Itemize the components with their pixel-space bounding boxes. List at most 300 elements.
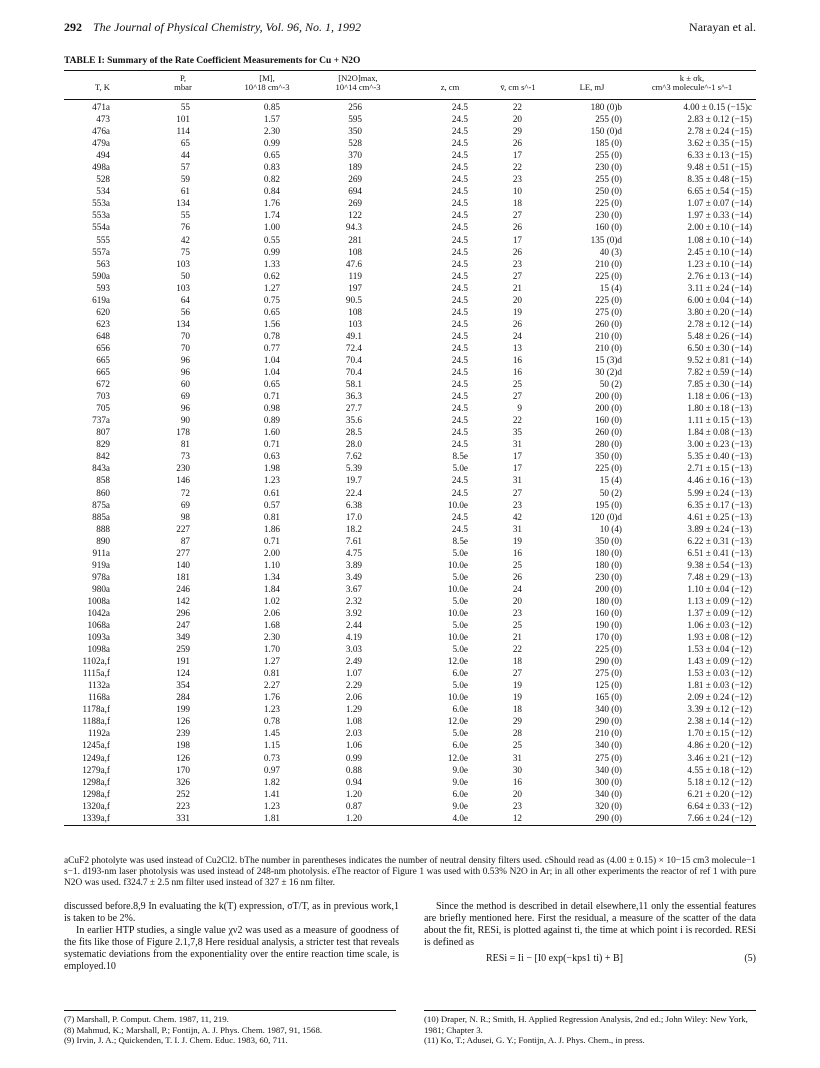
table-cell: 10.0e: [447, 559, 468, 570]
table-cell: 1.93 ± 0.08 (−12): [687, 632, 752, 643]
table-cell: 0.73: [263, 752, 280, 763]
table-cell: 31: [512, 475, 522, 486]
table-cell: 22: [512, 644, 522, 655]
table-cell: 2.49: [345, 656, 362, 667]
table-cell: 122: [348, 210, 362, 221]
table-cell: 19: [512, 680, 522, 691]
table-cell: 23: [512, 499, 522, 510]
table-cell: 69: [180, 499, 190, 510]
table-cell: 290 (0): [595, 716, 622, 727]
table-cell: 473: [96, 114, 110, 125]
equation-text: RESi = Ii − [I0 exp(−kps1 ti) + B]: [486, 953, 623, 964]
table-cell: 0.62: [263, 270, 280, 281]
table-cell: 59: [180, 174, 190, 185]
table-cell: 1.74: [263, 210, 280, 221]
table-cell: 114: [176, 126, 190, 137]
table-cell: 15 (4): [599, 475, 622, 486]
table-cell: 180 (0): [595, 547, 622, 558]
table-cell: 0.77: [263, 342, 280, 353]
table-cell: 24.5: [451, 102, 468, 112]
table-cell: 28.0: [345, 439, 362, 450]
table-cell: 24.5: [451, 234, 468, 245]
table-cell: 22: [512, 415, 522, 426]
table-cell: 0.81: [263, 668, 280, 679]
table-cell: 5.0e: [452, 680, 468, 691]
table-cell: 27: [512, 391, 522, 402]
table-cell: 134: [176, 318, 190, 329]
table-cell: 3.11 ± 0.24 (−14): [687, 282, 752, 293]
table-cell: 24.5: [451, 523, 468, 534]
table-cell: 595: [348, 114, 362, 125]
table-cell: 2.76 ± 0.13 (−14): [687, 270, 752, 281]
table-cell: 18: [512, 704, 522, 715]
table-cell: 64: [180, 294, 190, 305]
table-cell: 3.39 ± 0.12 (−12): [687, 704, 752, 715]
table-cell: 9.0e: [452, 776, 468, 787]
table-cell: 25: [512, 620, 522, 631]
table-cell: 1115a,f: [82, 668, 110, 679]
table-cell: 16: [512, 354, 522, 365]
table-cell: 260 (0): [595, 318, 622, 329]
table-cell: 1.10: [263, 559, 280, 570]
table-cell: 198: [176, 740, 190, 751]
col-header-laser-energy: LE, mJ: [579, 82, 605, 92]
table-cell: 24.5: [451, 162, 468, 173]
table-cell: 119: [348, 270, 362, 281]
table-cell: 296: [176, 607, 190, 618]
table-cell: 24.5: [451, 114, 468, 125]
table-cell: 6.35 ± 0.17 (−13): [687, 499, 752, 510]
refs-rule-right: [424, 1010, 756, 1011]
table-cell: 9: [517, 403, 522, 414]
table-cell: 49.1: [345, 330, 362, 341]
table-cell: 26: [512, 138, 522, 149]
table-cell: 3.92: [345, 607, 362, 618]
table-cell: 0.81: [263, 511, 280, 522]
table-cell: 29: [512, 126, 522, 137]
table-cell: 370: [348, 150, 362, 161]
table-cell: 252: [176, 788, 190, 799]
table-cell: 0.82: [263, 174, 280, 185]
table-cell: 24.5: [451, 258, 468, 269]
table-cell: 290 (0): [595, 812, 622, 823]
table-cell: 1.04: [263, 367, 280, 378]
table-cell: 27: [512, 487, 522, 498]
table-cell: 1298a,f: [82, 776, 110, 787]
table-cell: 1.43 ± 0.09 (−12): [687, 656, 752, 667]
table-cell: 284: [176, 692, 190, 703]
table-cell: 36.3: [345, 391, 362, 402]
table-cell: 165 (0): [595, 692, 622, 703]
table-cell: 0.98: [263, 403, 280, 414]
table-cell: 4.55 ± 0.18 (−12): [687, 764, 752, 775]
table-cell: 2.78 ± 0.24 (−15): [687, 126, 752, 137]
table-cell: 7.48 ± 0.29 (−13): [687, 571, 752, 582]
table-cell: 200 (0): [595, 403, 622, 414]
table-cell: 60: [180, 379, 190, 390]
table-cell: 0.99: [263, 246, 280, 257]
table-cell: 16: [512, 776, 522, 787]
table-cell: 1.07 ± 0.07 (−14): [687, 198, 752, 209]
table-cell: 842: [96, 451, 110, 462]
reference: (11) Ko, T.; Adusei, G. Y.; Fontijn, A. J. Phys. Chem., in press.: [424, 1035, 645, 1045]
table-cell: 24.5: [451, 306, 468, 317]
table-cell: 94.3: [345, 222, 362, 233]
table-cell: 27: [512, 668, 522, 679]
table-cell: 170 (0): [595, 632, 622, 643]
table-footnotes: aCuF2 photolyte was used instead of Cu2Cl2. bThe number in parentheses indicates the number of neutral density filters used. cShould read as (4.00 ± 0.15) × 10−15 cm3 molecule−1 s−1. d193-nm laser photolysis was used instead of 248-nm photolysis. eThe reactor of Figure 1 was used with 0.53% N2O in Ar; in all other experiments the reactor of ref 1 with pure N2O was used. f324.7 ± 2.5 nm filter used instead of 327 ± 16 nm filter.: [64, 856, 756, 888]
table-cell: 87: [180, 535, 190, 546]
table-cell: 534: [96, 186, 110, 197]
table-cell: 1.08: [345, 716, 362, 727]
table-cell: 210 (0): [595, 728, 622, 739]
column-rate-coefficient: [630, 101, 752, 824]
table-cell: 20: [512, 114, 522, 125]
table-cell: 350 (0): [595, 535, 622, 546]
table-cell: 1068a: [87, 620, 110, 631]
table-cell: 255 (0): [595, 114, 622, 125]
col-header-velocity: v̄, cm s^-1: [500, 82, 536, 92]
table-cell: 24.5: [451, 354, 468, 365]
table-cell: 479a: [92, 138, 110, 149]
table-cell: 1.08 ± 0.10 (−14): [687, 234, 752, 245]
table-cell: 1.45: [263, 728, 280, 739]
table-cell: 18: [512, 656, 522, 667]
right-column-text: [424, 901, 756, 965]
table-cell: 135 (0)d: [590, 234, 622, 245]
table-cell: 10: [512, 186, 522, 197]
table-cell: 23: [512, 607, 522, 618]
table-cell: 21: [512, 282, 522, 293]
table-cell: 665: [96, 367, 110, 378]
table-cell: 126: [176, 716, 190, 727]
table-cell: 6.51 ± 0.41 (−13): [687, 547, 752, 558]
column-pressure: [160, 101, 190, 824]
table-cell: 230: [176, 463, 190, 474]
table-cell: 300 (0): [595, 776, 622, 787]
table-cell: 10 (4): [599, 523, 622, 534]
references-left: [64, 1014, 402, 1046]
table-cell: 5.0e: [452, 463, 468, 474]
reference: (7) Marshall, P. Comput. Chem. 1987, 11, 219.: [64, 1014, 229, 1024]
table-cell: 2.32: [345, 595, 362, 606]
table-cell: 980a: [92, 583, 110, 594]
table-cell: 5.99 ± 0.24 (−13): [687, 487, 752, 498]
table-cell: 1.97 ± 0.33 (−14): [687, 210, 752, 221]
table-cell: 4.0e: [452, 812, 468, 823]
table-cell: 12.0e: [447, 752, 468, 763]
table-cell: 197: [348, 282, 362, 293]
table-cell: 1178a,f: [82, 704, 110, 715]
table-cell: 26: [512, 318, 522, 329]
table-cell: 9.0e: [452, 764, 468, 775]
table-cell: 4.19: [345, 632, 362, 643]
table-cell: 0.94: [345, 776, 362, 787]
table-cell: 269: [348, 174, 362, 185]
table-cell: 1188a,f: [82, 716, 110, 727]
table-cell: 24.5: [451, 439, 468, 450]
table-cell: 75: [180, 246, 190, 257]
table-cell: 553a: [92, 210, 110, 221]
table-cell: 1.37 ± 0.09 (−12): [687, 607, 752, 618]
table-cell: 1.70: [263, 644, 280, 655]
table-cell: 1.68: [263, 620, 280, 631]
table-cell: 76: [180, 222, 190, 233]
table-cell: 26: [512, 246, 522, 257]
table-cell: 24.5: [451, 150, 468, 161]
table-cell: 160 (0): [595, 607, 622, 618]
table-cell: 1132a: [87, 680, 110, 691]
table-cell: 44: [180, 150, 190, 161]
table-cell: 843a: [92, 463, 110, 474]
table-cell: 3.03: [345, 644, 362, 655]
table-cell: 2.83 ± 0.12 (−15): [687, 114, 752, 125]
table-cell: 13: [512, 342, 522, 353]
table-cell: 35.6: [345, 415, 362, 426]
table-cell: 6.33 ± 0.13 (−15): [687, 150, 752, 161]
table-cell: 6.64 ± 0.33 (−12): [687, 800, 752, 811]
table-cell: 1.00: [263, 222, 280, 233]
table-cell: 24.5: [451, 318, 468, 329]
table-cell: 498a: [92, 162, 110, 173]
table-cell: 24.5: [451, 330, 468, 341]
table-cell: 1249a,f: [82, 752, 110, 763]
table-cell: 860: [96, 487, 110, 498]
table-cell: 0.71: [263, 535, 280, 546]
table-cell: 0.71: [263, 391, 280, 402]
table-cell: 160 (0): [595, 415, 622, 426]
table-cell: 24: [512, 330, 522, 341]
table-cell: 5.0e: [452, 644, 468, 655]
table-cell: 3.00 ± 0.23 (−13): [687, 439, 752, 450]
table-cell: 16: [512, 547, 522, 558]
table-cell: 8.5e: [452, 451, 468, 462]
table-cell: 1.04: [263, 354, 280, 365]
table-cell: 23: [512, 258, 522, 269]
table-cell: 9.0e: [452, 800, 468, 811]
table-cell: 50 (2): [599, 379, 622, 390]
table-cell: 2.30: [263, 126, 280, 137]
table-cell: 31: [512, 523, 522, 534]
table-cell: 22: [512, 162, 522, 173]
table-cell: 1.02: [263, 595, 280, 606]
table-cell: 108: [348, 306, 362, 317]
table-cell: 12.0e: [447, 656, 468, 667]
table-cell: 8.5e: [452, 535, 468, 546]
table-cell: 90: [180, 415, 190, 426]
table-cell: 8.35 ± 0.48 (−15): [687, 174, 752, 185]
table-cell: 326: [176, 776, 190, 787]
table-cell: 0.78: [263, 716, 280, 727]
table-cell: 223: [176, 800, 190, 811]
table-cell: 0.83: [263, 162, 280, 173]
table-cell: 65: [180, 138, 190, 149]
table-cell: 47.6: [345, 258, 362, 269]
table-cell: 7.85 ± 0.30 (−14): [687, 379, 752, 390]
table-header-rule: [64, 99, 756, 100]
table-cell: 6.0e: [452, 788, 468, 799]
equation-5: [424, 953, 756, 965]
table-cell: 1093a: [87, 632, 110, 643]
table-cell: 189: [348, 162, 362, 173]
table-cell: 281: [348, 234, 362, 245]
table-cell: 1.41: [263, 788, 280, 799]
table-cell: 27: [512, 270, 522, 281]
table-cell: 230 (0): [595, 162, 622, 173]
table-cell: 17.0: [345, 511, 362, 522]
table-cell: 2.45 ± 0.10 (−14): [687, 246, 752, 257]
table-cell: 4.61 ± 0.25 (−13): [687, 511, 752, 522]
table-cell: 0.78: [263, 330, 280, 341]
table-cell: 255 (0): [595, 150, 622, 161]
table-cell: 1.10 ± 0.04 (−12): [687, 583, 752, 594]
col-header-temperature: T, K: [94, 82, 110, 92]
table-cell: 1.82: [263, 776, 280, 787]
table-cell: 120 (0)d: [590, 511, 622, 522]
table-cell: 1279a,f: [82, 764, 110, 775]
table-cell: 25: [512, 379, 522, 390]
table-cell: 557a: [92, 246, 110, 257]
table-cell: 30 (2)d: [595, 367, 622, 378]
table-cell: 1.27: [263, 656, 280, 667]
table-cell: 170: [176, 764, 190, 775]
table-cell: 1.53 ± 0.03 (−12): [687, 668, 752, 679]
table-cell: 42: [180, 234, 190, 245]
column-velocity: [498, 101, 522, 824]
running-header: [64, 20, 756, 36]
table-cell: 30: [512, 764, 522, 775]
table-cell: 24.5: [451, 270, 468, 281]
table-cell: 1298a,f: [82, 788, 110, 799]
table-cell: 1.13 ± 0.09 (−12): [687, 595, 752, 606]
table-cell: 875a: [92, 499, 110, 510]
table-cell: 5.18 ± 0.12 (−12): [687, 776, 752, 787]
table-cell: 260 (0): [595, 427, 622, 438]
reference: (8) Mahmud, K.; Marshall, P.; Fontijn, A. J. Phys. Chem. 1987, 91, 1568.: [64, 1024, 323, 1035]
table-cell: 15 (3)d: [595, 354, 622, 365]
table-cell: 70.4: [345, 367, 362, 378]
table-cell: 96: [180, 354, 190, 365]
table-cell: 19: [512, 306, 522, 317]
table-cell: 98: [180, 511, 190, 522]
table-cell: 24.5: [451, 379, 468, 390]
table-cell: 17: [512, 150, 522, 161]
table-cell: 5.0e: [452, 571, 468, 582]
table-cell: 24.5: [451, 427, 468, 438]
table-cell: 24.5: [451, 367, 468, 378]
table-cell: 648: [96, 330, 110, 341]
table-cell: 22.4: [345, 487, 362, 498]
table-cell: 70: [180, 330, 190, 341]
table-cell: 665: [96, 354, 110, 365]
references-right: [424, 1014, 756, 1046]
table-cell: 4.86 ± 0.20 (−12): [687, 740, 752, 751]
paragraph: Since the method is described in detail elsewhere,11 only the essential features are briefly mentioned here. First the residual, a measure of the scatter of the data about the fit, RESi, is plotted against ti, the time at which point i is recorded. RESi is defined as: [424, 901, 756, 948]
table-cell: 24.5: [451, 415, 468, 426]
column-density: [250, 101, 280, 824]
table-cell: 0.65: [263, 379, 280, 390]
table-cell: 27.7: [345, 403, 362, 414]
table-cell: 126: [176, 752, 190, 763]
table-cell: 181: [176, 571, 190, 582]
table-cell: 1168a: [87, 692, 110, 703]
table-cell: 619a: [92, 294, 110, 305]
table-cell: 225 (0): [595, 294, 622, 305]
table-cell: 2.29: [345, 680, 362, 691]
table-cell: 590a: [92, 270, 110, 281]
table-cell: 340 (0): [595, 740, 622, 751]
left-column-text: [64, 901, 399, 973]
table-cell: 563: [96, 258, 110, 269]
table-cell: 0.99: [345, 752, 362, 763]
reference: (9) Irvin, J. A.; Quickenden, T. I. J. Chem. Educ. 1983, 60, 711.: [64, 1035, 288, 1045]
table-cell: 1008a: [87, 595, 110, 606]
table-cell: 134: [176, 198, 190, 209]
table-cell: 50 (2): [599, 487, 622, 498]
table-cell: 553a: [92, 198, 110, 209]
table-cell: 1.20: [345, 812, 362, 823]
table-cell: 180 (0): [595, 595, 622, 606]
table-cell: 210 (0): [595, 342, 622, 353]
table-cell: 55: [180, 210, 190, 221]
table-cell: 3.80 ± 0.20 (−14): [687, 306, 752, 317]
table-cell: 7.61: [345, 535, 362, 546]
table-cell: 5.35 ± 0.40 (−13): [687, 451, 752, 462]
table-cell: 275 (0): [595, 306, 622, 317]
table-cell: 1.70 ± 0.15 (−12): [687, 728, 752, 739]
table-cell: 1102a,f: [82, 656, 110, 667]
refs-rule-left: [64, 1010, 396, 1011]
table-cell: 0.85: [263, 102, 280, 112]
table-cell: 18.2: [345, 523, 362, 534]
table-cell: 269: [348, 198, 362, 209]
table-cell: 15 (4): [599, 282, 622, 293]
table-cell: 5.48 ± 0.26 (−14): [687, 330, 752, 341]
table-cell: 103: [176, 258, 190, 269]
table-cell: 350: [348, 126, 362, 137]
table-cell: 6.22 ± 0.31 (−13): [687, 535, 752, 546]
table-cell: 0.71: [263, 439, 280, 450]
table-cell: 72: [180, 487, 190, 498]
table-cell: 24.5: [451, 391, 468, 402]
table-cell: 18: [512, 198, 522, 209]
table-cell: 73: [180, 451, 190, 462]
table-cell: 1.80 ± 0.18 (−13): [687, 403, 752, 414]
table-cell: 20: [512, 595, 522, 606]
table-cell: 1.23: [263, 800, 280, 811]
table-cell: 247: [176, 620, 190, 631]
table-cell: 5.0e: [452, 595, 468, 606]
table-cell: 1.06 ± 0.03 (−12): [687, 620, 752, 631]
table-cell: 1.27: [263, 282, 280, 293]
column-laser-energy: [566, 101, 622, 824]
table-cell: 17: [512, 234, 522, 245]
table-cell: 23: [512, 800, 522, 811]
table-cell: 3.89: [345, 559, 362, 570]
table-cell: 22: [512, 102, 522, 112]
table-cell: 10.0e: [447, 499, 468, 510]
col-header-density: [M], 10^18 cm^-3: [244, 73, 290, 92]
table-cell: 24.5: [451, 222, 468, 233]
table-cell: 1339a,f: [82, 812, 110, 823]
table-cell: 259: [176, 644, 190, 655]
col-header-z: z, cm: [440, 82, 460, 92]
table-cell: 50: [180, 270, 190, 281]
table-cell: 140: [176, 559, 190, 570]
table-cell: 210 (0): [595, 258, 622, 269]
table-cell: 6.21 ± 0.20 (−12): [687, 788, 752, 799]
table-cell: 623: [96, 318, 110, 329]
